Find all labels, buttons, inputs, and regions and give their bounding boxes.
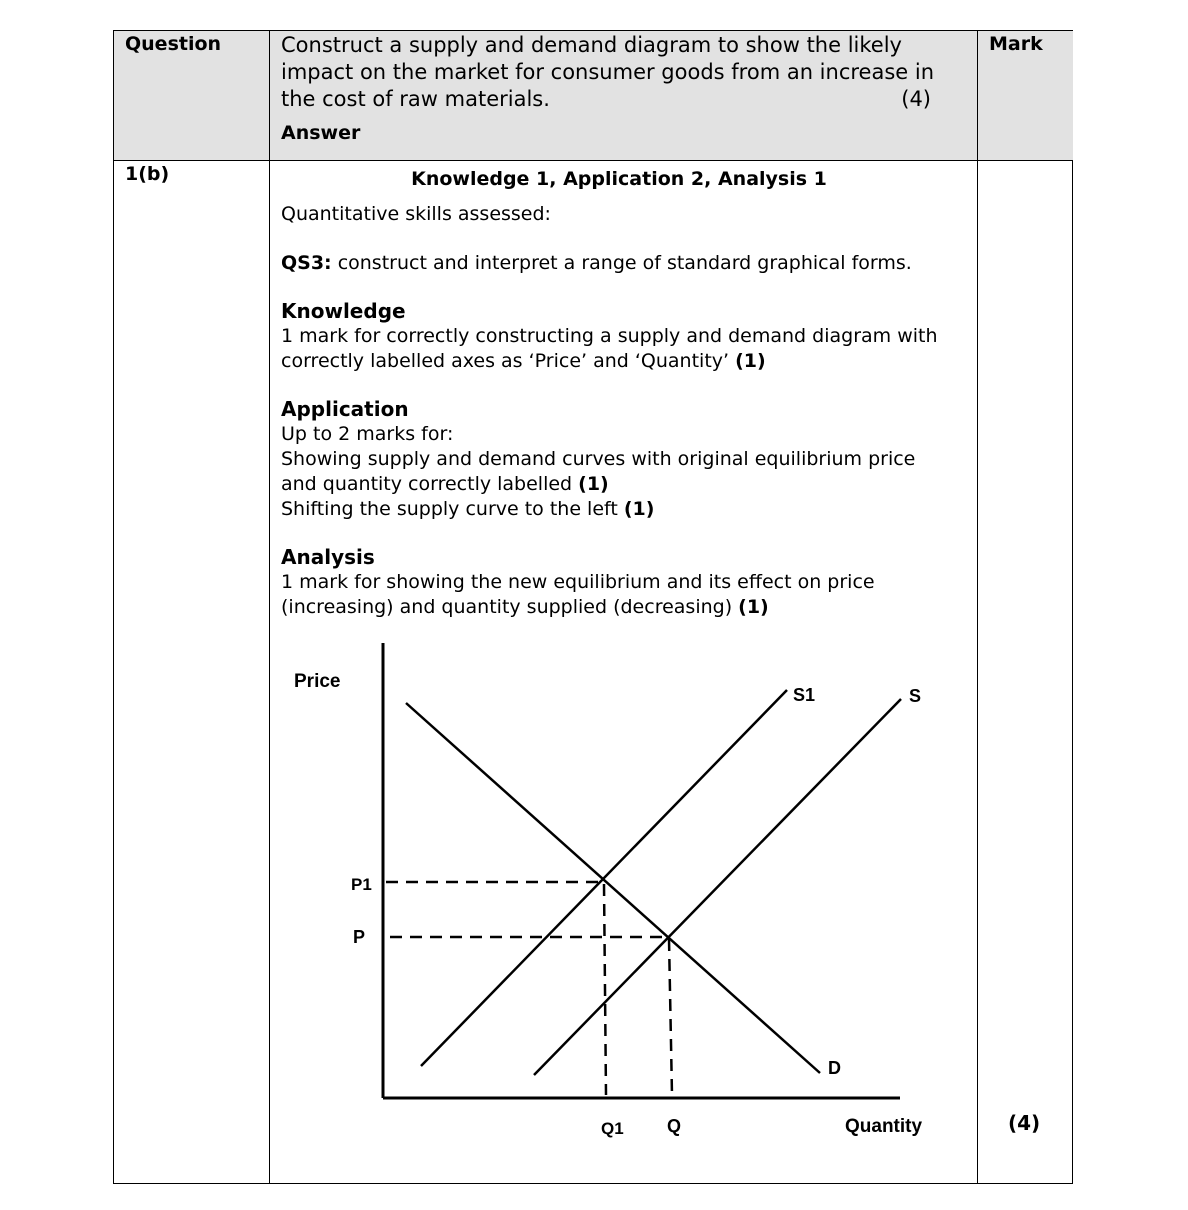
qs3-label: QS3: bbox=[281, 252, 332, 274]
q-label: Q bbox=[667, 1116, 682, 1136]
question-label: Question bbox=[125, 33, 222, 55]
application-title: Application bbox=[281, 397, 409, 421]
q-dashed-line bbox=[669, 939, 672, 1095]
quantity-axis-label: Quantity bbox=[845, 1116, 923, 1137]
application-point-1-mark: (1) bbox=[578, 473, 609, 495]
s1-label: S1 bbox=[793, 685, 816, 705]
knowledge-mark: (1) bbox=[735, 350, 766, 372]
knowledge-title: Knowledge bbox=[281, 299, 406, 323]
marks-breakdown-heading: Knowledge 1, Application 2, Analysis 1 bbox=[411, 168, 827, 190]
supply-curve-s bbox=[534, 699, 901, 1075]
quant-skills-label: Quantitative skills assessed: bbox=[281, 203, 551, 225]
application-intro: Up to 2 marks for: bbox=[281, 423, 454, 445]
s-label: S bbox=[909, 686, 922, 706]
analysis-desc: 1 mark for showing the new equilibrium and its effect on price (increasing) and quantity supplied (decreasing) bbox=[281, 571, 875, 618]
total-mark: (4) bbox=[1008, 1111, 1041, 1135]
question-text: Construct a supply and demand diagram to show the likely impact on the market for consumer goods from an increase in the cost of raw materials. bbox=[281, 33, 935, 111]
application-point-2: Shifting the supply curve to the left bbox=[281, 498, 624, 520]
q1-label: Q1 bbox=[601, 1119, 624, 1138]
application-point-1: Showing supply and demand curves with original equilibrium price and quantity correctly labelled bbox=[281, 448, 916, 495]
analysis-title: Analysis bbox=[281, 545, 375, 569]
mark-label: Mark bbox=[989, 33, 1043, 55]
application-point-2-mark: (1) bbox=[623, 498, 655, 520]
question-marks: (4) bbox=[901, 87, 931, 111]
q1-dashed-line bbox=[604, 884, 606, 1095]
p1-label: P1 bbox=[351, 875, 372, 894]
p-label: P bbox=[353, 927, 366, 947]
qs3-text: construct and interpret a range of standard graphical forms. bbox=[331, 252, 912, 274]
row-number: 1(b) bbox=[125, 163, 170, 185]
analysis-mark: (1) bbox=[738, 596, 769, 618]
price-axis-label: Price bbox=[294, 671, 341, 692]
d-label: D bbox=[828, 1058, 841, 1078]
answer-label: Answer bbox=[281, 122, 361, 144]
knowledge-desc: 1 mark for correctly constructing a supply and demand diagram with correctly labelled axes as ‘Price’ and ‘Quantity’ bbox=[281, 325, 938, 372]
